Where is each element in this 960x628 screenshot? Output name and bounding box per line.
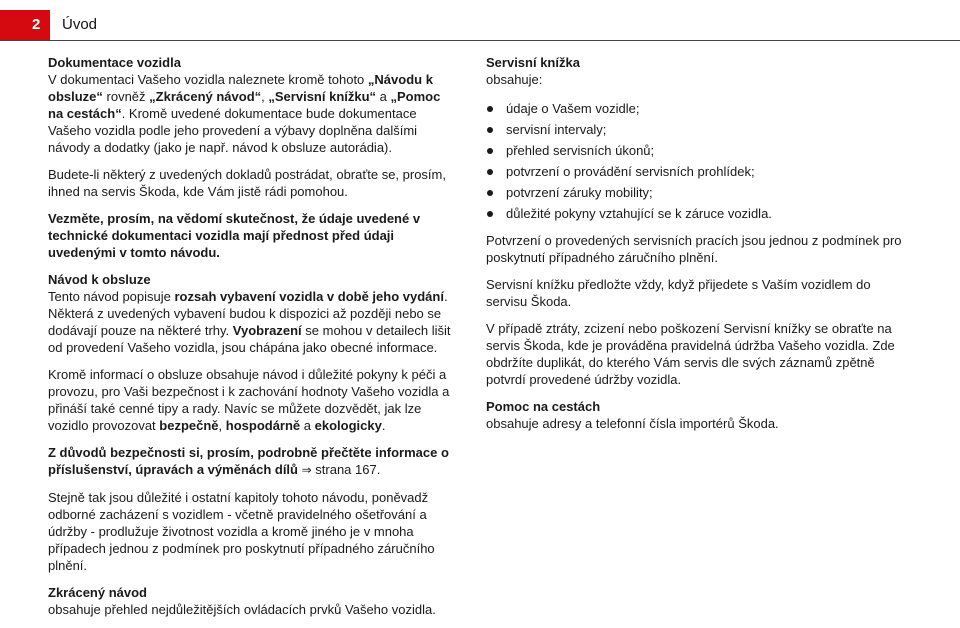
paragraph-technical-priority: Vezměte, prosím, na vědomí skutečnost, že údaje uvedené v technické dokumentaci vozidla mají přednost před údaji uvedenými v tomto návodu. — [48, 211, 421, 260]
paragraph-navod-scope: Tento návod popisuje rozsah vybavení vozidla v době jeho vydání. Některá z uvedených vybavení budou k dispozici až později nebo se dodávají pouze na některé trhy. Vyobrazení se mohou v detailech lišit od provedení Vašeho vozidla, jsou chápána jako obecné informace. — [48, 289, 451, 355]
right-column — [486, 54, 906, 442]
heading-pomoc: Pomoc na cestách — [486, 399, 601, 414]
list-item: potvrzení záruky mobility; — [486, 184, 906, 201]
servis-list — [486, 100, 906, 222]
heading-navod: Návod k obsluze — [48, 272, 151, 287]
paragraph-servis-warranty: Potvrzení o provedených servisních pracích jsou jednou z podmínek pro poskytnutí případného záručního plnění. — [486, 233, 902, 265]
paragraph-pomoc: obsahuje adresy a telefonní čísla importérů Škoda. — [486, 416, 779, 431]
heading-zkraceny: Zkrácený návod — [48, 585, 147, 600]
left-column — [48, 54, 456, 628]
list-item: údaje o Vašem vozidle; — [486, 100, 906, 117]
arrow-right-icon: ⇒ — [301, 463, 312, 477]
list-item: potvrzení o provádění servisních prohlídek; — [486, 163, 906, 180]
chapter-title: Úvod — [62, 16, 98, 33]
servis-lead: obsahuje: — [486, 72, 543, 87]
list-item: servisní intervaly; — [486, 121, 906, 138]
page-header — [0, 6, 960, 41]
paragraph-servis-present: Servisní knížku předložte vždy, když přijedete s Vaším vozidlem do servisu Škoda. — [486, 277, 871, 309]
paragraph-safety-reference: Z důvodů bezpečnosti si, prosím, podrobně přečtěte informace o příslušenství, úpravách a výměnách dílů ⇒ strana 167. — [48, 445, 449, 477]
paragraph-missing-documents: Budete-li některý z uvedených dokladů postrádat, obraťte se, prosím, ihned na servis Škoda, kde Vám jistě rádi pomohou. — [48, 167, 446, 199]
paragraph-dokumentace-intro: V dokumentaci Vašeho vozidla naleznete kromě tohoto „Návodu k obsluze“ rovněž „Zkrácený návod“, „Servisní knížku“ a „Pomoc na cestách“. Kromě uvedené dokumentace bude dokumentace Vašeho vozidla podle jeho provedení a výbavy doplněna dalšími návody a dodatky (jako je např. návod k obsluze autorádia). — [48, 72, 441, 155]
paragraph-zkraceny: obsahuje přehled nejdůležitějších ovládacích prvků Vašeho vozidla. — [48, 602, 436, 617]
heading-servisni-knizka: Servisní knížka — [486, 55, 580, 70]
paragraph-navod-care: Kromě informací o obsluze obsahuje návod i důležité pokyny k péči a provozu, pro Vaši bezpečnost i k zachování hodnoty Vašeho vozidla a přináší také cenné tipy a rady. Navíc se můžete dozvědět, jak lze vozidlo provozovat bezpečně, hospodárně a ekologicky. — [48, 367, 450, 433]
page-number: 2 — [0, 10, 50, 40]
list-item: přehled servisních úkonů; — [486, 142, 906, 159]
paragraph-other-chapters: Stejně tak jsou důležité i ostatní kapitoly tohoto návodu, poněvadž odborné zacházení s vozidlem - včetně pravidelného ošetřování a údržby - prodlužuje životnost vozidla a kromě jiného je v mnoha případech jednou z podmínek pro poskytnutí případného záručního plnění. — [48, 490, 435, 573]
heading-dokumentace: Dokumentace vozidla — [48, 55, 181, 70]
list-item: důležité pokyny vztahující se k záruce vozidla. — [486, 205, 906, 222]
paragraph-servis-loss: V případě ztráty, zcizení nebo poškození Servisní knížky se obraťte na servis Škoda, kde je prováděna pravidelná údržba Vašeho vozidla. Zde obdržíte duplikát, do kterého Vám servis dle svých záznamů zpětně potvrdí provedené údržby vozidla. — [486, 321, 895, 387]
